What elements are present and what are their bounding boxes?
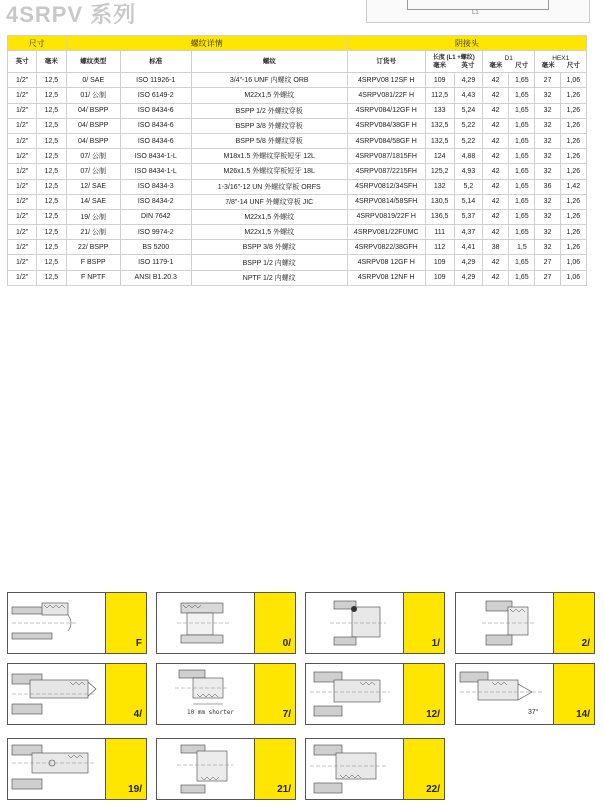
- cell-length-mm: 136,5: [425, 209, 454, 224]
- col-thread: 螺纹: [191, 51, 347, 73]
- cell-standard: BS 5200: [120, 240, 191, 255]
- figure-label: 12/: [426, 709, 440, 720]
- cell-hex1-mm: 32: [535, 118, 560, 133]
- cell-hex1-size: 1,06: [560, 255, 586, 270]
- cell-thread-type: 0/ SAE: [66, 73, 120, 88]
- cell-mm: 12,5: [37, 179, 66, 194]
- cell-length-mm: 132,5: [425, 118, 454, 133]
- cell-order-no: 4SRPV084/12GF H: [347, 103, 425, 118]
- figure-21: [156, 738, 296, 800]
- cell-length-in: 5,37: [454, 209, 482, 224]
- cell-hex1-mm: 27: [535, 270, 560, 285]
- cell-order-no: 4SRPV08 12SF H: [347, 73, 425, 88]
- col-length-title: 长度 (L1 +螺纹): [432, 54, 475, 61]
- table-row: [8, 73, 587, 88]
- cell-mm: 12,5: [37, 240, 66, 255]
- page-title: 4SRPV 系列: [6, 2, 137, 27]
- header-size: 尺寸: [8, 36, 67, 51]
- cell-thread-type: 12/ SAE: [66, 179, 120, 194]
- cell-inch: 1/2": [8, 255, 37, 270]
- cell-thread-type: 04/ BSPP: [66, 103, 120, 118]
- cell-length-mm: 111: [425, 225, 454, 240]
- cell-d1-size: 1,65: [509, 255, 535, 270]
- figure-label: 2/: [581, 638, 590, 649]
- figure-label-box: [105, 664, 146, 724]
- cell-length-mm: 112,5: [425, 88, 454, 103]
- cell-inch: 1/2": [8, 270, 37, 285]
- cell-standard: ISO 8434-1-L: [120, 164, 191, 179]
- cell-d1-mm: 42: [483, 164, 509, 179]
- header-row-2: [8, 51, 587, 73]
- cell-thread-type: F BSPP: [66, 255, 120, 270]
- figure-4: [7, 663, 147, 725]
- cell-hex1-size: 1,06: [560, 73, 586, 88]
- cell-length-in: 4,88: [454, 149, 482, 164]
- col-d1: [483, 51, 535, 73]
- col-hex1-title: HEX1: [552, 54, 570, 62]
- cell-length-mm: 133: [425, 103, 454, 118]
- cell-length-in: 4,29: [454, 73, 482, 88]
- cell-d1-mm: 42: [483, 88, 509, 103]
- table-row: [8, 179, 587, 194]
- cell-hex1-mm: 32: [535, 88, 560, 103]
- figure-note: 10 mm shorter: [187, 709, 234, 716]
- cell-length-in: 4,43: [454, 88, 482, 103]
- cell-mm: 12,5: [37, 149, 66, 164]
- cell-thread: M22x1,5 外螺纹: [191, 88, 347, 103]
- cell-inch: 1/2": [8, 240, 37, 255]
- cell-hex1-size: 1,26: [560, 88, 586, 103]
- cell-inch: 1/2": [8, 179, 37, 194]
- cell-d1-size: 1,65: [509, 225, 535, 240]
- spec-table: [7, 35, 587, 286]
- cell-thread: NPTF 1/2 内螺纹: [191, 270, 347, 285]
- cell-d1-mm: 42: [483, 255, 509, 270]
- cell-order-no: 4SRPV084/38GF H: [347, 118, 425, 133]
- cell-order-no: 4SRPV0822/38GFH: [347, 240, 425, 255]
- cell-inch: 1/2": [8, 194, 37, 209]
- table-row: [8, 149, 587, 164]
- cell-hex1-mm: 32: [535, 103, 560, 118]
- figure-2: [455, 592, 595, 654]
- cell-order-no: 4SRPV0814/58SFH: [347, 194, 425, 209]
- dimension-label: L1: [472, 10, 479, 16]
- figure-label-box: [254, 593, 295, 653]
- cell-mm: 12,5: [37, 118, 66, 133]
- cell-d1-mm: 42: [483, 270, 509, 285]
- top-dimension-drawing: [366, 0, 590, 23]
- cell-hex1-size: 1,26: [560, 194, 586, 209]
- figure-label-box: [254, 664, 295, 724]
- cell-order-no: 4SRPV0819/22F H: [347, 209, 425, 224]
- cell-thread-type: F NPTF: [66, 270, 120, 285]
- cell-standard: ISO 8434-3: [120, 179, 191, 194]
- cell-hex1-size: 1,26: [560, 225, 586, 240]
- figure-label-box: [403, 739, 444, 799]
- cell-thread: BSPP 3/8 外螺纹穿板: [191, 118, 347, 133]
- col-mm: 毫米: [37, 51, 66, 73]
- figure-label-box: [105, 593, 146, 653]
- cell-thread-type: 04/ BSPP: [66, 133, 120, 148]
- cell-length-in: 4,29: [454, 270, 482, 285]
- cell-length-mm: 124: [425, 149, 454, 164]
- cell-hex1-mm: 27: [535, 73, 560, 88]
- cell-thread: 1-3/16"-12 UN 外螺纹穿板 ORFS: [191, 179, 347, 194]
- cell-mm: 12,5: [37, 133, 66, 148]
- cell-d1-mm: 42: [483, 133, 509, 148]
- cell-length-mm: 125,2: [425, 164, 454, 179]
- figure-label: 7/: [282, 709, 291, 720]
- figure-label: F: [135, 638, 142, 649]
- cell-inch: 1/2": [8, 133, 37, 148]
- col-inch: 英寸: [8, 51, 37, 73]
- cell-mm: 12,5: [37, 194, 66, 209]
- table-row: [8, 270, 587, 285]
- cell-standard: ISO 8434-6: [120, 103, 191, 118]
- cell-inch: 1/2": [8, 103, 37, 118]
- fitting-drawing-icon: [157, 739, 249, 799]
- table-row: [8, 103, 587, 118]
- figure-label: 21/: [277, 784, 291, 795]
- cell-thread-type: 19/ 公制: [66, 209, 120, 224]
- fitting-drawing-icon: [8, 593, 100, 653]
- cell-hex1-size: 1,26: [560, 103, 586, 118]
- cell-d1-mm: 42: [483, 103, 509, 118]
- col-standard: 标准: [120, 51, 191, 73]
- cell-hex1-size: 1,26: [560, 149, 586, 164]
- cell-inch: 1/2": [8, 149, 37, 164]
- cell-mm: 12,5: [37, 270, 66, 285]
- cell-length-in: 5,14: [454, 194, 482, 209]
- cell-hex1-size: 1,26: [560, 164, 586, 179]
- cell-d1-size: 1,65: [509, 103, 535, 118]
- cell-thread: M22x1,5 外螺纹: [191, 225, 347, 240]
- cell-thread-type: 07/ 公制: [66, 164, 120, 179]
- cell-standard: DIN 7642: [120, 209, 191, 224]
- cell-inch: 1/2": [8, 225, 37, 240]
- cell-length-mm: 109: [425, 270, 454, 285]
- cell-d1-mm: 42: [483, 179, 509, 194]
- figure-label-box: [553, 593, 594, 653]
- col-length-mm: 毫米: [433, 61, 447, 69]
- cell-thread-type: 01/ 公制: [66, 88, 120, 103]
- cell-standard: ISO 8434-1-L: [120, 149, 191, 164]
- figure-1: [305, 592, 445, 654]
- table-row: [8, 255, 587, 270]
- cell-d1-size: 1,65: [509, 194, 535, 209]
- cell-standard: ISO 6149-2: [120, 88, 191, 103]
- cell-d1-size: 1,65: [509, 164, 535, 179]
- cell-length-mm: 130,5: [425, 194, 454, 209]
- cell-mm: 12,5: [37, 103, 66, 118]
- cell-standard: ANSI B1.20.3: [120, 270, 191, 285]
- header-row-1: [8, 36, 587, 51]
- cell-mm: 12,5: [37, 209, 66, 224]
- figure-label-box: [403, 593, 444, 653]
- cell-d1-size: 1,65: [509, 270, 535, 285]
- col-length: [425, 51, 482, 73]
- cell-hex1-size: 1,26: [560, 118, 586, 133]
- cell-length-in: 5,24: [454, 103, 482, 118]
- cell-thread: 3/4"-16 UNF 内螺纹 ORB: [191, 73, 347, 88]
- cell-hex1-mm: 32: [535, 133, 560, 148]
- cell-length-in: 4,29: [454, 255, 482, 270]
- table-row: [8, 225, 587, 240]
- table-row: [8, 133, 587, 148]
- fitting-drawing-icon: [157, 593, 249, 653]
- figure-label: 4/: [133, 709, 142, 720]
- cell-length-in: 5,2: [454, 179, 482, 194]
- cell-length-mm: 112: [425, 240, 454, 255]
- cell-thread: BSPP 1/2 内螺纹: [191, 255, 347, 270]
- cell-order-no: 4SRPV084/58GF H: [347, 133, 425, 148]
- cell-order-no: 4SRPV08 12GF H: [347, 255, 425, 270]
- cell-length-mm: 109: [425, 73, 454, 88]
- cell-thread-type: 04/ BSPP: [66, 118, 120, 133]
- cell-inch: 1/2": [8, 73, 37, 88]
- figure-14: [455, 663, 595, 725]
- figure-F: [7, 592, 147, 654]
- cell-inch: 1/2": [8, 164, 37, 179]
- cell-inch: 1/2": [8, 118, 37, 133]
- cell-inch: 1/2": [8, 88, 37, 103]
- cell-order-no: 4SRPV0812/34SFH: [347, 179, 425, 194]
- figure-0: [156, 592, 296, 654]
- cell-thread-type: 21/ 公制: [66, 225, 120, 240]
- cell-d1-size: 1,65: [509, 133, 535, 148]
- col-d1-size: 尺寸: [515, 61, 529, 69]
- cell-d1-mm: 42: [483, 73, 509, 88]
- cell-standard: ISO 1179-1: [120, 255, 191, 270]
- cell-length-in: 5,22: [454, 133, 482, 148]
- col-hex1-size: 尺寸: [566, 61, 580, 69]
- cell-standard: ISO 8434-6: [120, 133, 191, 148]
- table-row: [8, 118, 587, 133]
- cell-thread: BSPP 1/2 外螺纹穿板: [191, 103, 347, 118]
- cell-length-in: 4,93: [454, 164, 482, 179]
- cell-hex1-size: 1,26: [560, 133, 586, 148]
- cell-d1-mm: 42: [483, 225, 509, 240]
- cell-thread-type: 07/ 公制: [66, 149, 120, 164]
- cell-hex1-size: 1,42: [560, 179, 586, 194]
- col-hex1-mm: 毫米: [541, 61, 555, 69]
- cell-hex1-mm: 32: [535, 149, 560, 164]
- cell-length-in: 4,41: [454, 240, 482, 255]
- cell-d1-size: 1,65: [509, 179, 535, 194]
- cell-hex1-mm: 32: [535, 225, 560, 240]
- cell-hex1-mm: 32: [535, 209, 560, 224]
- table-body: [8, 73, 587, 286]
- col-order-no: 订货号: [347, 51, 425, 73]
- cell-thread: 7/8"-14 UNF 外螺纹穿板 JIC: [191, 194, 347, 209]
- cell-thread: BSPP 5/8 外螺纹穿板: [191, 133, 347, 148]
- cell-standard: ISO 9974-2: [120, 225, 191, 240]
- table-row: [8, 88, 587, 103]
- figure-label-box: [403, 664, 444, 724]
- cell-hex1-size: 1,26: [560, 240, 586, 255]
- header-female: 阴接头: [347, 36, 586, 51]
- figure-label: 22/: [426, 784, 440, 795]
- cell-hex1-size: 1,26: [560, 209, 586, 224]
- cell-d1-size: 1,65: [509, 209, 535, 224]
- cell-mm: 12,5: [37, 225, 66, 240]
- cell-d1-mm: 42: [483, 118, 509, 133]
- cell-order-no: 4SRPV087/2215FH: [347, 164, 425, 179]
- cell-hex1-size: 1,06: [560, 270, 586, 285]
- cell-order-no: 4SRPV08 12NF H: [347, 270, 425, 285]
- fitting-drawing-icon: [456, 664, 548, 724]
- fitting-drawing-icon: [306, 739, 398, 799]
- angle-label: 37°: [528, 709, 539, 716]
- cell-d1-mm: 38: [483, 240, 509, 255]
- figure-label: 14/: [576, 709, 590, 720]
- cell-mm: 12,5: [37, 255, 66, 270]
- figure-label-box: [105, 739, 146, 799]
- col-thread-type: 螺纹类型: [66, 51, 120, 73]
- cell-thread: BSPP 3/8 外螺纹: [191, 240, 347, 255]
- col-length-in: 英寸: [461, 61, 475, 69]
- table-row: [8, 164, 587, 179]
- cell-inch: 1/2": [8, 209, 37, 224]
- cell-d1-size: 1,65: [509, 88, 535, 103]
- header-thread-details: 螺纹详情: [66, 36, 347, 51]
- cell-d1-size: 1,65: [509, 73, 535, 88]
- cell-standard: ISO 8434-6: [120, 118, 191, 133]
- cell-length-mm: 109: [425, 255, 454, 270]
- fitting-drawing-icon: [8, 739, 100, 799]
- figure-label-box: [553, 664, 594, 724]
- figure-label: 1/: [431, 638, 440, 649]
- cell-thread: M26x1.5 外螺纹穿板短牙 18L: [191, 164, 347, 179]
- fitting-drawing-icon: [456, 593, 548, 653]
- figure-22: [305, 738, 445, 800]
- cell-thread-type: 22/ BSPP: [66, 240, 120, 255]
- figure-label: 19/: [128, 784, 142, 795]
- figure-12: [305, 663, 445, 725]
- cell-hex1-mm: 32: [535, 164, 560, 179]
- cell-length-mm: 132,5: [425, 133, 454, 148]
- cell-mm: 12,5: [37, 164, 66, 179]
- cell-standard: ISO 8434-2: [120, 194, 191, 209]
- cell-order-no: 4SRPV081/22FUMC: [347, 225, 425, 240]
- table-row: [8, 240, 587, 255]
- cell-hex1-mm: 32: [535, 194, 560, 209]
- fitting-drawing-icon: [306, 664, 398, 724]
- cell-d1-mm: 42: [483, 149, 509, 164]
- figure-label: 0/: [282, 638, 291, 649]
- figure-7: [156, 663, 296, 725]
- figure-label-box: [254, 739, 295, 799]
- cell-length-in: 5,22: [454, 118, 482, 133]
- fitting-drawing-icon: [8, 664, 100, 724]
- fitting-drawing-icon: [306, 593, 398, 653]
- col-d1-mm: 毫米: [489, 61, 503, 69]
- cell-length-mm: 132: [425, 179, 454, 194]
- cell-order-no: 4SRPV081/22F H: [347, 88, 425, 103]
- cell-length-in: 4,37: [454, 225, 482, 240]
- cell-hex1-mm: 27: [535, 255, 560, 270]
- cell-thread-type: 14/ SAE: [66, 194, 120, 209]
- cell-d1-mm: 42: [483, 194, 509, 209]
- cell-thread: M22x1,5 外螺纹: [191, 209, 347, 224]
- cell-standard: ISO 11926-1: [120, 73, 191, 88]
- cell-d1-size: 1,65: [509, 149, 535, 164]
- cell-mm: 12,5: [37, 73, 66, 88]
- col-hex1: [535, 51, 587, 73]
- cell-thread: M18x1.5 外螺纹穿板短牙 12L: [191, 149, 347, 164]
- table-row: [8, 209, 587, 224]
- cell-order-no: 4SRPV087/1815FH: [347, 149, 425, 164]
- figure-19: [7, 738, 147, 800]
- cell-d1-mm: 42: [483, 209, 509, 224]
- col-d1-title: D1: [504, 54, 513, 62]
- table-row: [8, 194, 587, 209]
- cell-hex1-mm: 36: [535, 179, 560, 194]
- fitting-drawing-icon: [157, 664, 249, 724]
- cell-d1-size: 1,65: [509, 118, 535, 133]
- cell-hex1-mm: 32: [535, 240, 560, 255]
- cell-mm: 12,5: [37, 88, 66, 103]
- cell-d1-size: 1,5: [509, 240, 535, 255]
